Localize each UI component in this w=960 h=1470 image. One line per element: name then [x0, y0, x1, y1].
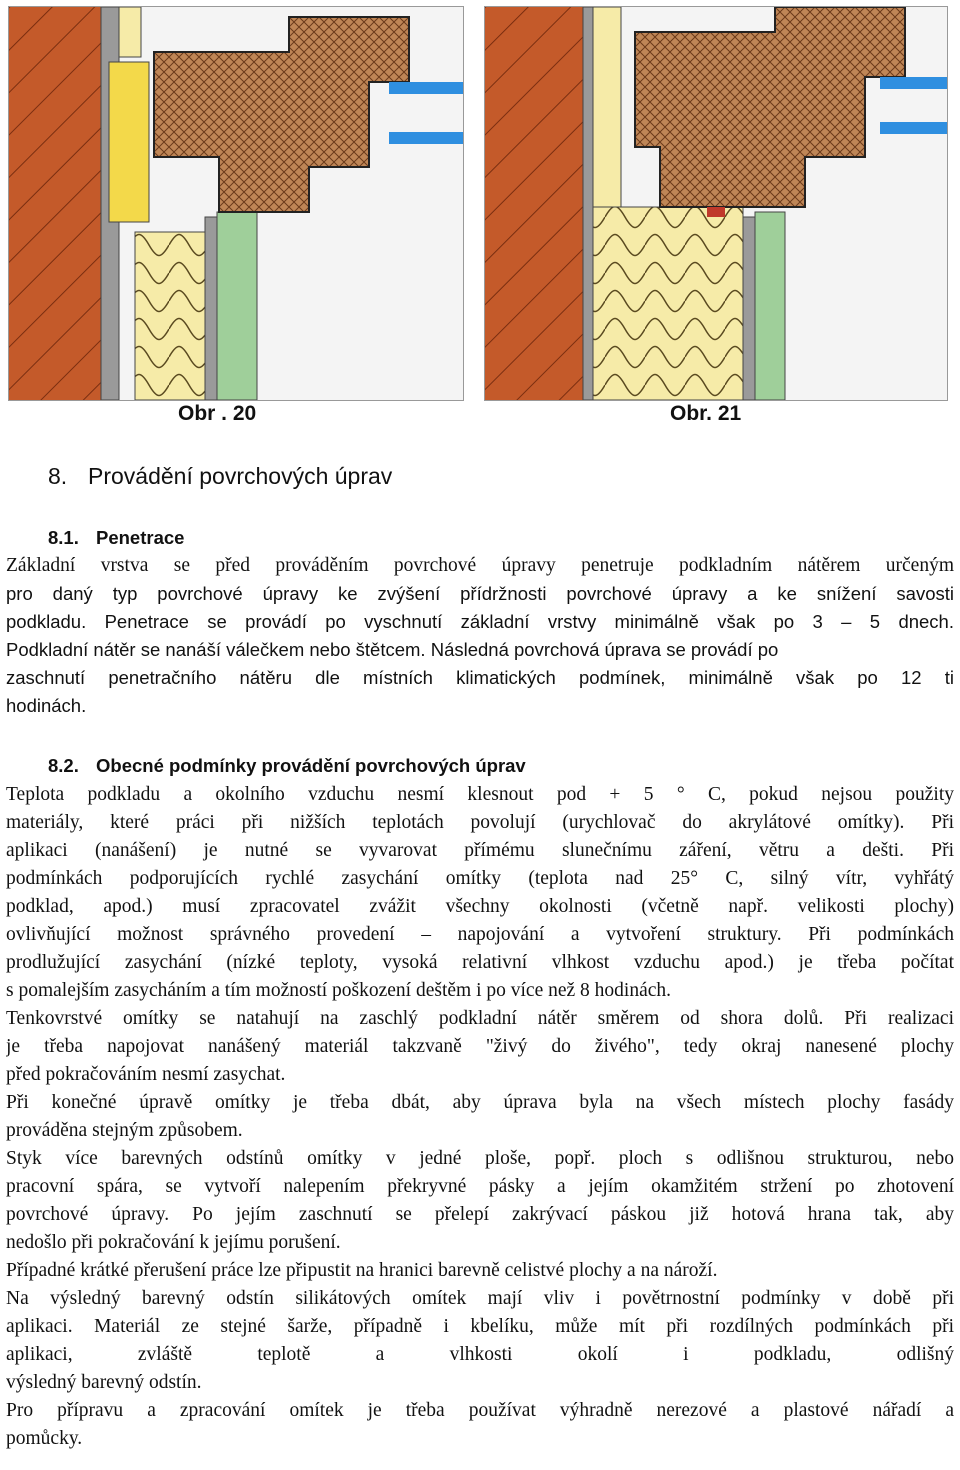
text-line: nedošlo při pokračování k jejímu porušení. [6, 1232, 341, 1253]
text-line: Teplota podkladu a okolního vzduchu nesmí klesnout pod + 5 ° C, pokud nejsou použity [6, 784, 954, 805]
text-line: podklad, apod.) musí zpracovatel zvážit všechny okolnosti (včetně např. velikosti plochy) [6, 896, 954, 917]
text-line: prováděna stejným způsobem. [6, 1120, 243, 1141]
text-line: podkladu. Penetrace se provádí po vyschnutí základní vrstvy minimálně však po 3 – 5 dnech. [6, 611, 954, 632]
text-line: povrchové úpravy. Po jejím zaschnutí se přelepí zakrývací páskou již hotová hrana tak, aby [6, 1204, 954, 1225]
glass-pane [880, 77, 947, 89]
text-line: aplikaci (nanášení) je nutné se vyvarovat přímému slunečnímu záření, větru a dešti. Při [6, 840, 954, 861]
text-line: Pro přípravu a zpracování omítek je třeba používat výhradně nerezové a plastové nářadí a [6, 1400, 954, 1421]
text-line: výsledný barevný odstín. [6, 1372, 202, 1393]
insulation-layer [593, 207, 743, 400]
subsection-title: Obecné podmínky provádění povrchových úprav [96, 755, 526, 776]
section-heading-8 [48, 463, 392, 490]
subsection-heading-8-1 [48, 527, 184, 549]
subsection-number: 8.2. [48, 755, 79, 776]
text-line: zaschnutí penetračního nátěru dle místních klimatických podmínek, minimálně však po 12 ti [6, 667, 954, 688]
text-line: Podkladní nátěr se nanáší válečkem nebo štětcem. Následná povrchová úprava se provádí po [6, 639, 779, 660]
text-line: Při konečné úpravě omítky je třeba dbát, aby úprava byla na všech místech plochy fasády [6, 1092, 954, 1113]
text-line: Základní vrstva se před prováděním povrchové úpravy penetruje podkladním nátěrem určeným [6, 555, 954, 576]
text-line: před pokračováním nesmí zasychat. [6, 1064, 286, 1085]
text-line: s pomalejším zasycháním a tím možností poškození deštěm i po více než 8 hodinách. [6, 980, 672, 1001]
subsection-number: 8.1. [48, 527, 79, 548]
text-line: materiály, které práci při nižších teplotách povolují (urychlovač do akrylátové omítky). Při [6, 812, 954, 833]
glass-pane [389, 82, 463, 94]
text-line: pro daný typ povrchové úpravy ke zvýšení přídržnosti povrchové úpravy a ke snížení savosti [6, 583, 954, 604]
figure-caption-21: Obr. 21 [670, 402, 742, 425]
paragraph-penetrace [6, 552, 954, 720]
text-line: Případné krátké přerušení práce lze připustit na hranici barevně celistvé plochy a na nároží. [6, 1260, 718, 1281]
text-line: pracovní spára, se vytvoří nalepením překryvné pásky a jejím okamžitém stržení po zhotovení [6, 1176, 954, 1197]
subsection-heading-8-2 [48, 755, 526, 777]
text-line: Styk více barevných odstínů omítky v jedné ploše, popř. ploch s odlišnou strukturou, nebo [6, 1148, 954, 1169]
window-detail-drawing-21 [485, 7, 947, 400]
seal-tape [109, 62, 149, 222]
text-line: aplikaci, zvláště teplotě a vlhkosti okolí i podkladu, odlišný [6, 1344, 954, 1365]
text-line: hodinách. [6, 695, 87, 716]
masonry-wall-left [9, 7, 101, 400]
interior-wall [755, 212, 785, 400]
window-detail-drawing-20 [9, 7, 463, 400]
section-number: 8. [48, 463, 68, 489]
paragraph-obecne-podminky [6, 781, 954, 1453]
section-title: Provádění povrchových úprav [88, 463, 393, 489]
text-line: Na výsledný barevný odstín silikátových omítek mají vliv i povětrnostní podmínky v době při [6, 1288, 954, 1309]
text-line: prodlužující zasychání (nízké teploty, vysoká relativní vlhkost vzduchu apod.) je třeba počítat [6, 952, 954, 973]
figure-obr-21 [484, 6, 948, 401]
figure-caption-20: Obr . 20 [178, 402, 257, 425]
insulation-layer [135, 232, 205, 400]
text-line: ovlivňující možnost správného provedení – napojování a vytvoření struktury. Při podmínkách [6, 924, 954, 945]
text-line: Tenkovrstvé omítky se natahují na zaschlý podkladní nátěr směrem od shora dolů. Při realizaci [6, 1008, 954, 1029]
text-line: aplikaci. Materiál ze stejné šarže, případně i kbelíku, může mít při rozdílných podmínkách při [6, 1316, 954, 1337]
figure-obr-20 [8, 6, 464, 401]
masonry-wall-left [485, 7, 583, 400]
text-line: je třeba napojovat nanášený materiál takzvaně "živý do živého", tedy okraj nanesené plochy [6, 1036, 954, 1057]
text-line: pomůcky. [6, 1428, 83, 1449]
subsection-title: Penetrace [96, 527, 185, 548]
interior-wall [217, 212, 257, 400]
text-line: podmínkách podporujících rychlé zasychání omítky (teplota nad 25° C, silný vítr, vyhřátý [6, 868, 954, 889]
